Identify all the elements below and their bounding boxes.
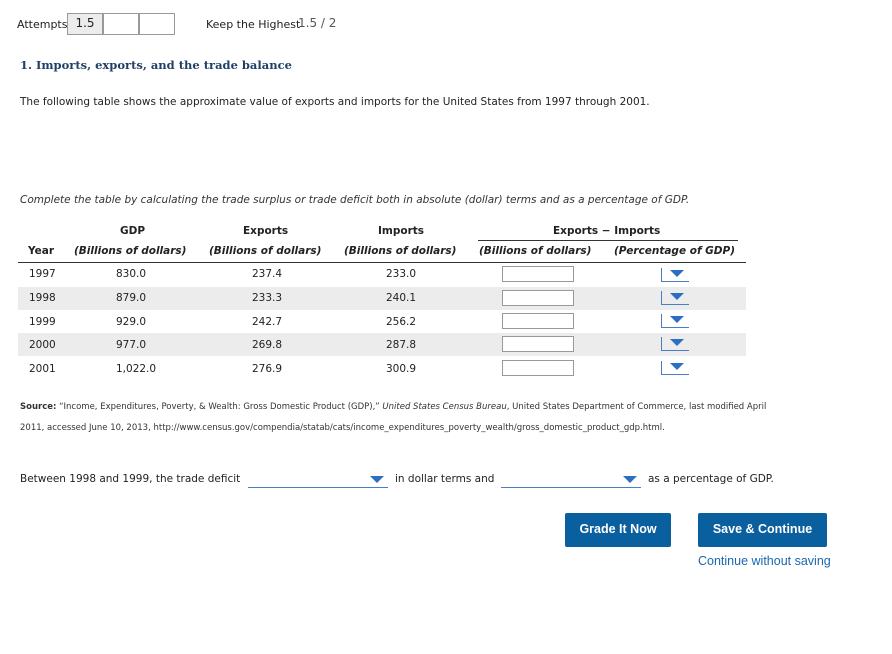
save-continue-button[interactable]: Save & Continue	[698, 513, 827, 547]
row-gdp: 977.0	[116, 339, 147, 351]
row-year: 1997	[29, 268, 56, 280]
dollar-balance-input[interactable]	[502, 313, 574, 329]
row-exports: 276.9	[252, 363, 283, 375]
row-exports: 242.7	[252, 316, 283, 328]
percent-gdp-dropdown[interactable]	[661, 334, 689, 351]
grade-it-now-button[interactable]: Grade It Now	[565, 513, 671, 547]
row-imports: 287.8	[386, 339, 417, 351]
percent-gdp-dropdown[interactable]	[661, 311, 689, 328]
deficit-dollar-select[interactable]	[248, 473, 388, 488]
row-year: 1998	[29, 292, 56, 304]
row-imports: 233.0	[386, 268, 417, 280]
attempt-box-empty	[139, 13, 175, 35]
source-line2: 2011, accessed June 10, 2013, http://www.census.gov/compendia/statab/cats/income_expenditures_poverty_wealth/gross_domestic_product_gdp.html.	[20, 423, 665, 433]
header-year: Year	[28, 245, 55, 257]
row-exports: 233.3	[252, 292, 283, 304]
header-span-line	[478, 240, 738, 241]
header-diff-percent-unit: (Percentage of GDP)	[614, 245, 735, 257]
chevron-down-icon	[670, 293, 684, 300]
source-text: “Income, Expenditures, Poverty, & Wealth: Gross Domestic Product (GDP),”	[56, 402, 383, 412]
row-gdp: 830.0	[116, 268, 147, 280]
header-exports-minus-imports: Exports − Imports	[553, 225, 661, 237]
header-gdp-unit: (Billions of dollars)	[74, 245, 187, 257]
percent-gdp-dropdown[interactable]	[661, 288, 689, 305]
dollar-balance-input[interactable]	[502, 266, 574, 282]
row-gdp: 1,022.0	[116, 363, 157, 375]
attempt-box-empty	[103, 13, 139, 35]
row-year: 2001	[29, 363, 56, 375]
attempts-label: Attempts	[17, 18, 68, 31]
percent-gdp-dropdown[interactable]	[661, 358, 689, 375]
header-diff-dollar-unit: (Billions of dollars)	[479, 245, 592, 257]
question-title: 1. Imports, exports, and the trade balance	[20, 58, 292, 72]
keep-highest-label: Keep the Highest	[206, 18, 301, 31]
source-note	[20, 397, 840, 439]
source-publisher: United States Census Bureau	[382, 402, 507, 412]
header-imports: Imports	[378, 225, 425, 237]
header-imports-unit: (Billions of dollars)	[344, 245, 457, 257]
question-instruction: Complete the table by calculating the trade surplus or trade deficit both in absolute (dollar) terms and as a percentage of GDP.	[20, 194, 690, 206]
sentence-part1: Between 1998 and 1999, the trade deficit	[20, 473, 241, 485]
sentence-part3: as a percentage of GDP.	[648, 473, 774, 485]
header-exports: Exports	[243, 225, 289, 237]
row-gdp: 879.0	[116, 292, 147, 304]
question-intro: The following table shows the approximate value of exports and imports for the United States from 1997 through 2001.	[20, 96, 650, 108]
chevron-down-icon	[370, 476, 384, 483]
dollar-balance-input[interactable]	[502, 360, 574, 376]
row-exports: 269.8	[252, 339, 283, 351]
percent-gdp-dropdown[interactable]	[661, 265, 689, 282]
chevron-down-icon	[670, 363, 684, 370]
attempt-score-box: 1.5	[67, 13, 103, 35]
header-gdp: GDP	[120, 225, 146, 237]
row-year: 2000	[29, 339, 56, 351]
row-year: 1999	[29, 316, 56, 328]
chevron-down-icon	[670, 316, 684, 323]
chevron-down-icon	[623, 476, 637, 483]
dollar-balance-input[interactable]	[502, 290, 574, 306]
chevron-down-icon	[670, 270, 684, 277]
sentence-part2: in dollar terms and	[395, 473, 495, 485]
chevron-down-icon	[670, 339, 684, 346]
keep-highest-score: 1.5 / 2	[298, 16, 337, 30]
row-imports: 300.9	[386, 363, 417, 375]
header-exports-unit: (Billions of dollars)	[209, 245, 322, 257]
continue-without-saving-link[interactable]: Continue without saving	[698, 554, 831, 568]
row-imports: 240.1	[386, 292, 417, 304]
source-label: Source:	[20, 402, 57, 412]
deficit-percent-select[interactable]	[501, 473, 641, 488]
row-imports: 256.2	[386, 316, 417, 328]
dollar-balance-input[interactable]	[502, 336, 574, 352]
source-text-cont: , United States Department of Commerce, last modified April	[506, 402, 767, 412]
row-gdp: 929.0	[116, 316, 147, 328]
row-exports: 237.4	[252, 268, 283, 280]
